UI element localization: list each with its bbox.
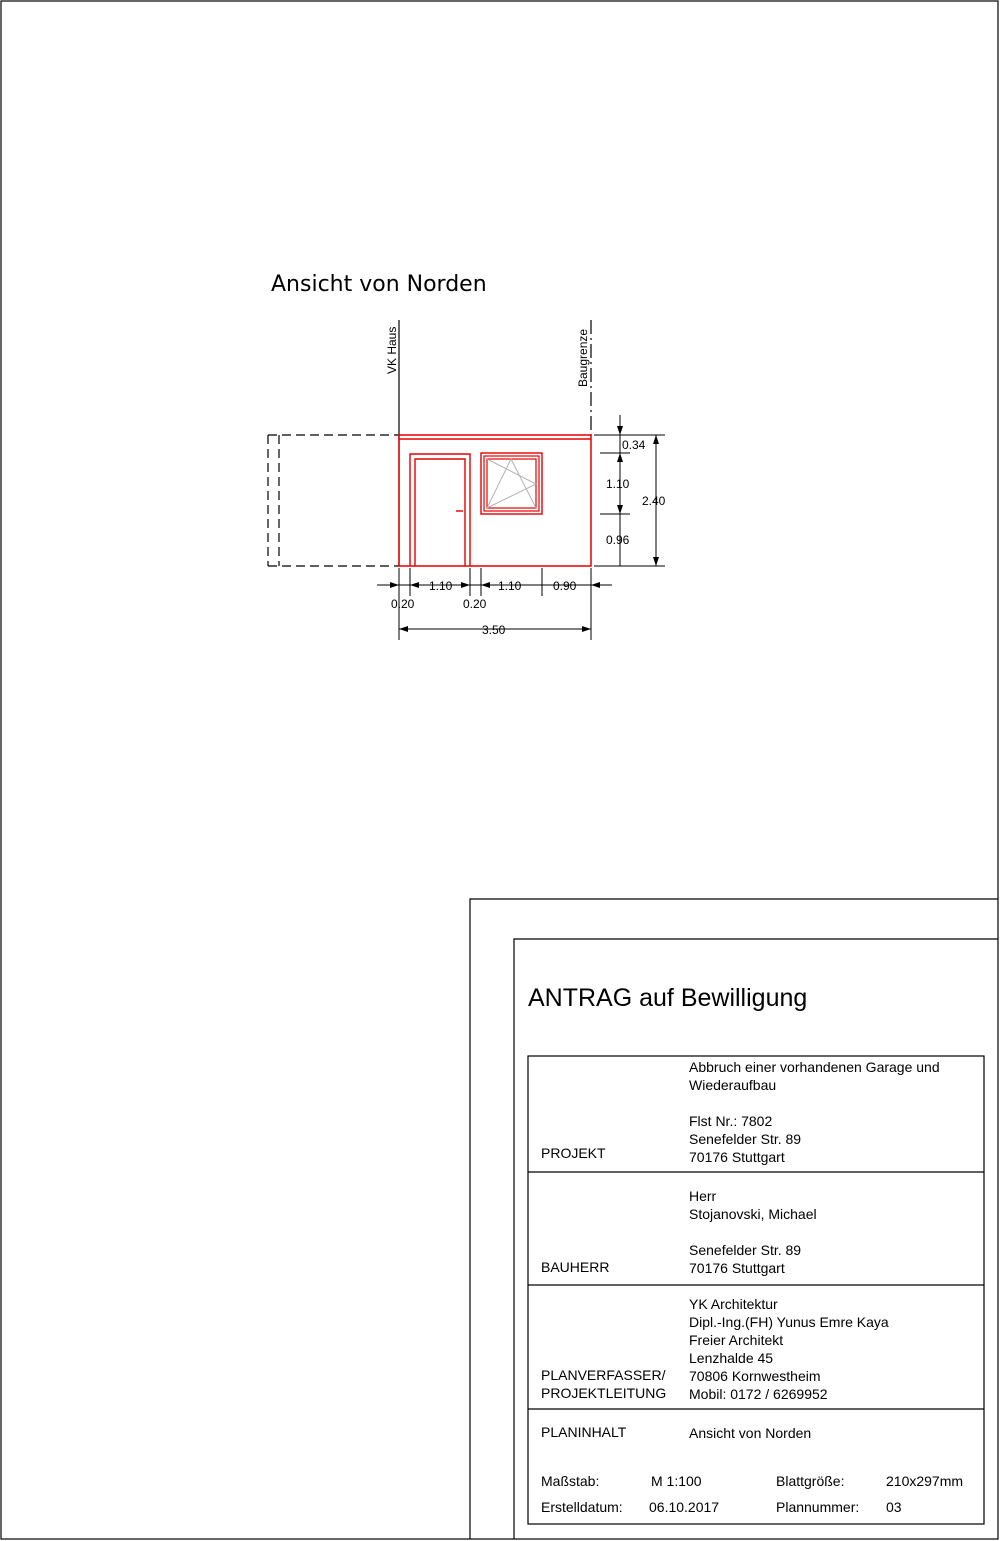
baugrenze-label: Baugrenze	[576, 328, 590, 387]
planverfasser-line: Dipl.-Ing.(FH) Yunus Emre Kaya	[689, 1314, 889, 1330]
vk-haus-label: VK Haus	[385, 326, 399, 374]
planverfasser-line: 70806 Kornwestheim	[689, 1368, 821, 1384]
neighbour-house-outline	[268, 435, 399, 566]
garage-window	[481, 453, 542, 514]
erstelldatum-label: Erstelldatum:	[541, 1499, 623, 1515]
projekt-label: PROJEKT	[541, 1145, 606, 1161]
bauherr-line: Senefelder Str. 89	[689, 1242, 802, 1258]
dim-h-total: 3.50	[482, 623, 506, 637]
projekt-line: Wiederaufbau	[689, 1077, 777, 1093]
title-block-title: ANTRAG auf Bewilligung	[528, 984, 808, 1012]
dim-h-pier: 0.20	[463, 597, 487, 611]
plannummer-value: 03	[886, 1499, 902, 1515]
dim-h-left-wall: 0.20	[391, 597, 415, 611]
planverfasser-line: Mobil: 0172 / 6269952	[689, 1386, 828, 1402]
blattgroesse-label: Blattgröße:	[776, 1473, 845, 1489]
bauherr-line	[689, 1223, 817, 1241]
planinhalt-value: Ansicht von Norden	[689, 1425, 812, 1441]
garage-door	[410, 454, 470, 566]
dim-h-window-width: 1.10	[498, 579, 522, 593]
plannummer-label: Plannummer:	[776, 1499, 860, 1515]
dim-h-door-width: 1.10	[429, 579, 453, 593]
projekt-line: Flst Nr.: 7802	[689, 1113, 773, 1129]
projekt-line: Senefelder Str. 89	[689, 1131, 802, 1147]
projekt-line: Abbruch einer vorhandenen Garage und	[689, 1059, 940, 1075]
elevation-drawing	[268, 320, 666, 640]
dim-v-1-10: 1.10	[606, 477, 630, 491]
projekt-line: 70176 Stuttgart	[689, 1149, 785, 1165]
bauherr-details	[689, 1187, 817, 1277]
planverfasser-line: Lenzhalde 45	[689, 1350, 774, 1366]
drawing-heading: Ansicht von Norden	[271, 272, 487, 297]
planverfasser-line: Freier Architekt	[689, 1332, 784, 1348]
bauherr-line: Stojanovski, Michael	[689, 1206, 817, 1222]
dim-v-0-96: 0.96	[606, 533, 630, 547]
planverfasser-line: YK Architektur	[689, 1296, 778, 1312]
massstab-value: M 1:100	[651, 1473, 702, 1489]
erstelldatum-value: 06.10.2017	[649, 1499, 720, 1515]
projekt-line	[689, 1094, 940, 1112]
planverfasser-label-line-2: PROJEKTLEITUNG	[541, 1385, 667, 1401]
bauherr-line: Herr	[689, 1188, 717, 1204]
bauherr-label: BAUHERR	[541, 1259, 610, 1275]
planverfasser-label	[541, 1366, 666, 1402]
dim-h-right-wall: 0.90	[553, 579, 577, 593]
dim-v-2-40: 2.40	[642, 494, 666, 508]
dim-v-0-34: 0.34	[622, 438, 646, 452]
projekt-details	[689, 1058, 940, 1166]
planverfasser-details	[689, 1295, 889, 1403]
planverfasser-label-line-1: PLANVERFASSER/	[541, 1367, 666, 1383]
planinhalt-label: PLANINHALT	[541, 1424, 627, 1440]
bauherr-line: 70176 Stuttgart	[689, 1260, 785, 1276]
blattgroesse-value: 210x297mm	[886, 1473, 964, 1489]
massstab-label: Maßstab:	[541, 1473, 600, 1489]
